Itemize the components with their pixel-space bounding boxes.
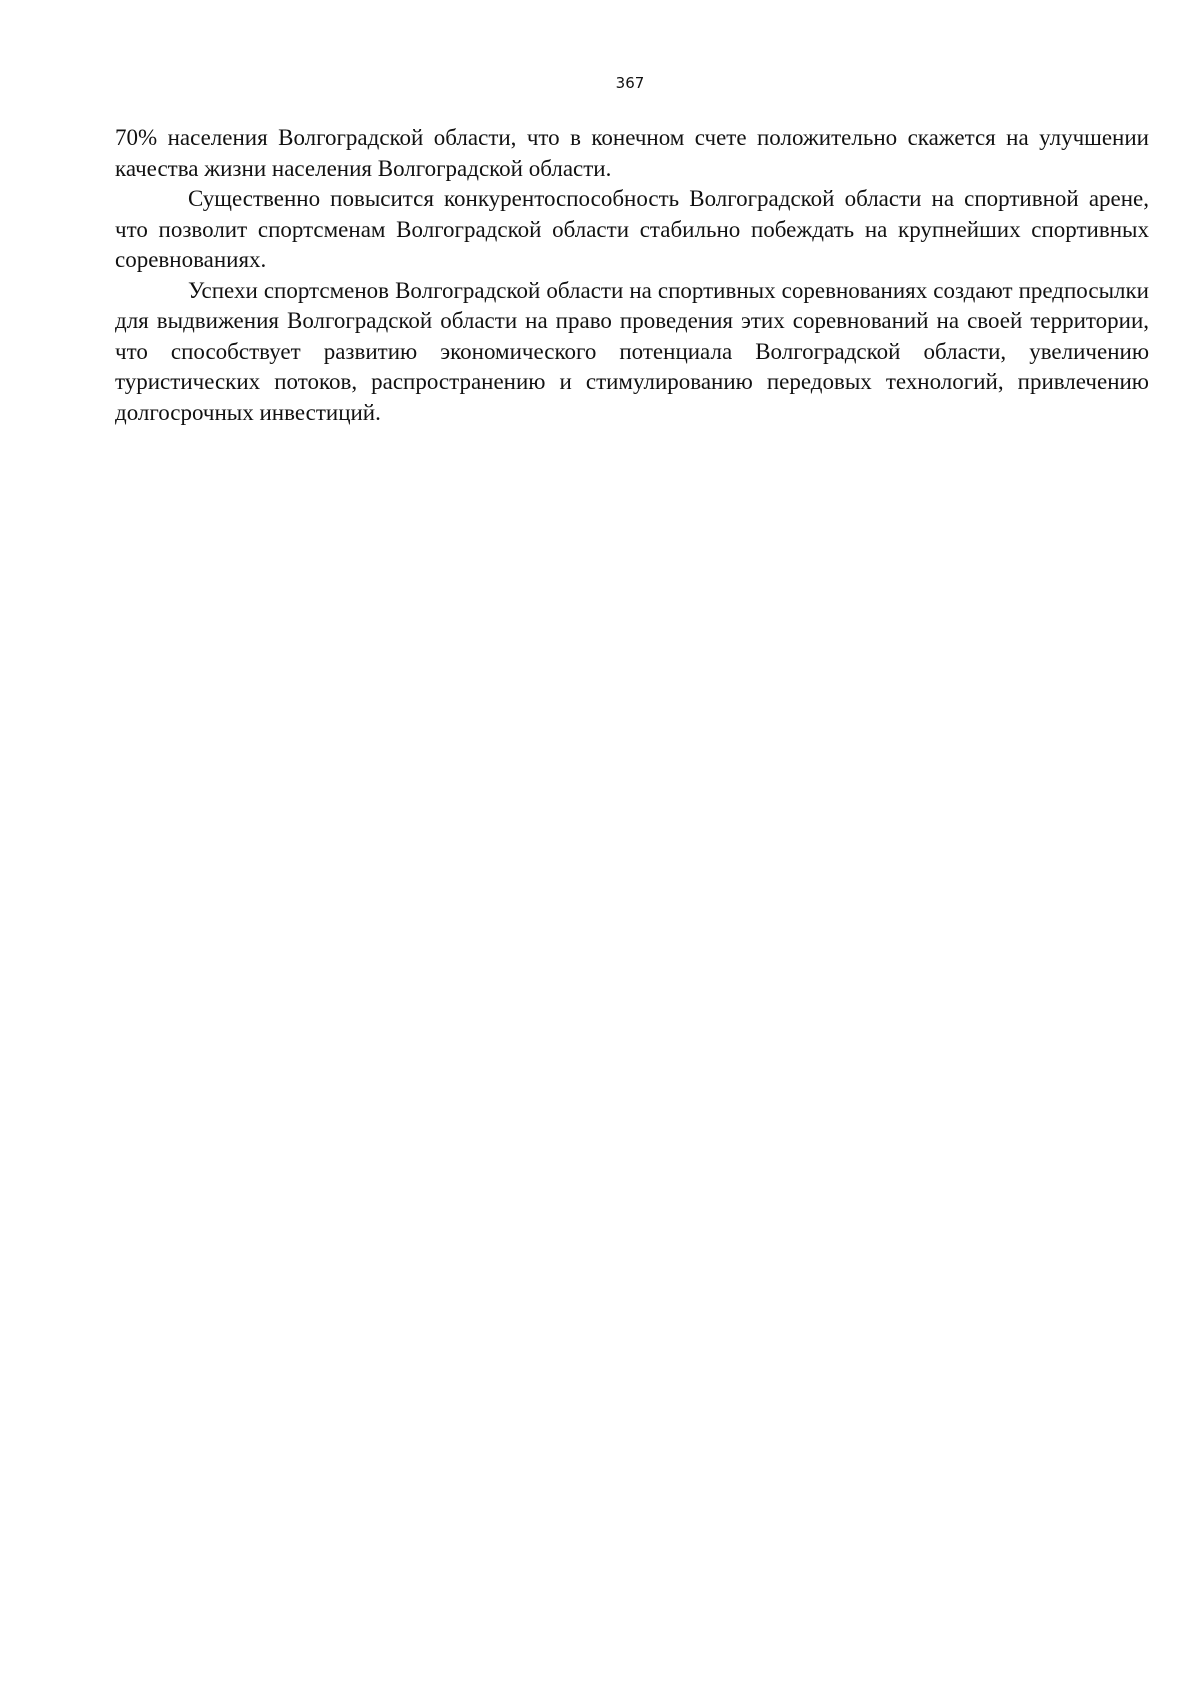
- document-body: [115, 123, 1149, 428]
- paragraph-continuation: 70% населения Волгоградской области, что в конечном счете положительно скажется на улучшении качества жизни населения Волгоградской области.: [115, 125, 1149, 181]
- paragraph-competitiveness: Существенно повысится конкурентоспособность Волгоградской области на спортивной арене, что позволит спортсменам Волгоградской области стабильно побеждать на крупнейших спортивных соревнованиях.: [115, 186, 1149, 272]
- page-number: 367: [615, 74, 645, 92]
- paragraph-athlete-success: Успехи спортсменов Волгоградской области на спортивных соревнованиях создают предпосылки для выдвижения Волгоградской области на право проведения этих соревнований на своей территории, что способствует развитию экономического потенциала Волгоградской области, увеличению туристических потоков, распространению и стимулированию передовых технологий, привлечению долгосрочных инвестиций.: [115, 277, 1149, 425]
